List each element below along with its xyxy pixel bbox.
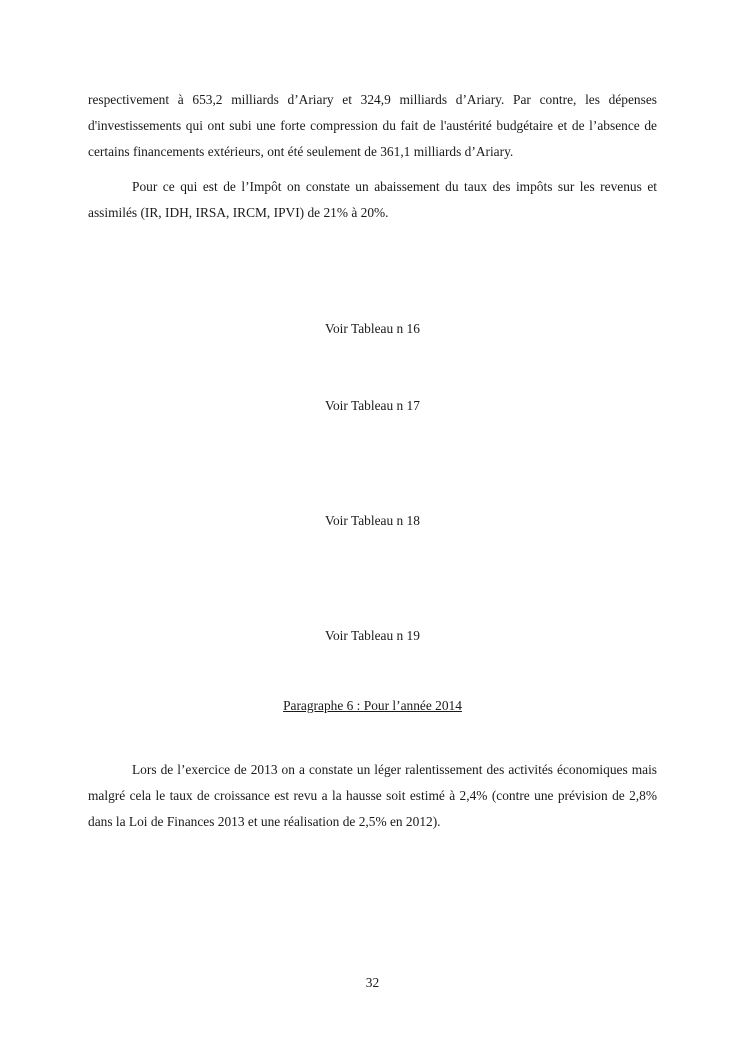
body-paragraph-tax: Pour ce qui est de l’Impôt on constate un abaissement du taux des impôts sur les revenus et assimilés (IR, IDH, IRSA, IRCM, IPVI) de 21% à 20%.	[88, 179, 657, 220]
page-number: 32	[365, 975, 380, 990]
table-reference-19: Voir Tableau n 19	[325, 628, 420, 643]
table-reference-16: Voir Tableau n 16	[325, 321, 420, 336]
section-heading-text: Paragraphe 6 : Pour l’année 2014	[283, 698, 462, 713]
table-reference-17: Voir Tableau n 17	[325, 398, 420, 413]
body-paragraph-expenses: respectivement à 653,2 milliards d’Ariary et 324,9 milliards d’Ariary. Par contre, les dépenses d'investissements qui ont subi une forte compression du fait de l'austérité budgétaire et de l’absence de certains financements extérieurs, ont été seulement de 361,1 milliards d’Ariary.	[88, 92, 657, 159]
table-reference-18: Voir Tableau n 18	[325, 513, 420, 528]
body-paragraph-growth: Lors de l’exercice de 2013 on a constate un léger ralentissement des activités économiques mais malgré cela le taux de croissance est revu a la hausse soit estimé à 2,4% (contre une prévision de 2,8% dans la Loi de Finances 2013 et une réalisation de 2,5% en 2012).	[88, 762, 657, 829]
section-heading	[0, 697, 745, 715]
